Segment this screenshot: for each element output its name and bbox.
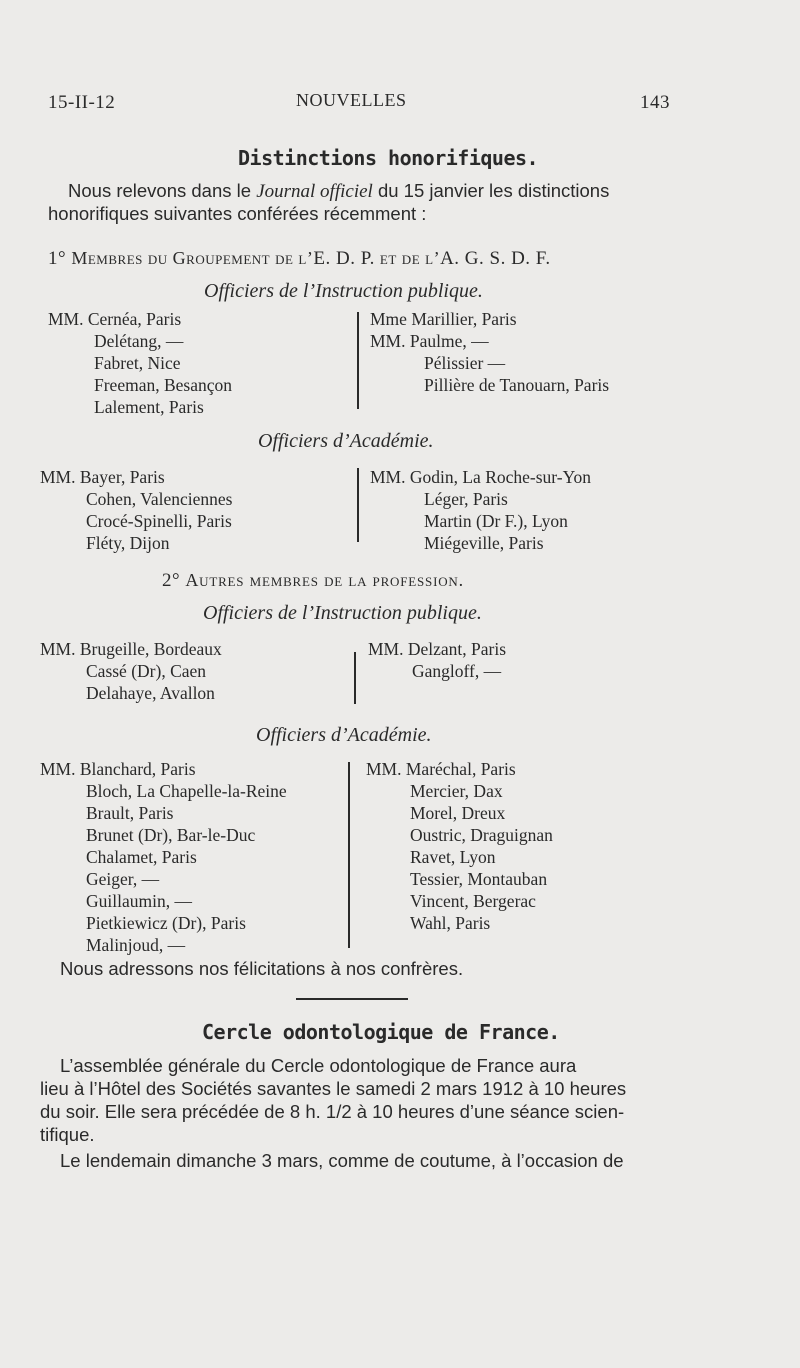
group2-instr-title: Officiers de l’Instruction publique. xyxy=(203,602,482,624)
list-item: Oustric, Draguignan xyxy=(410,825,553,845)
list-item: Tessier, Montauban xyxy=(410,869,548,889)
group1-acad-right xyxy=(370,466,591,554)
list-item: MM. Paulme, — xyxy=(370,331,489,351)
list-item: MM. Delzant, Paris xyxy=(368,639,507,659)
list-item: MM. Godin, La Roche-sur-Yon xyxy=(370,467,591,487)
list-item: Delahaye, Avallon xyxy=(86,683,215,703)
list-item: MM. Bayer, Paris xyxy=(40,467,165,487)
list-item: Cohen, Valenciennes xyxy=(86,489,233,509)
section-divider xyxy=(296,998,408,1000)
list-item: Geiger, — xyxy=(86,869,160,889)
group1-instr-left xyxy=(48,308,232,418)
para1-line-1: L’assemblée générale du Cercle odontologique de France aura xyxy=(60,1055,577,1076)
intro-line-2: honorifiques suivantes conférées récemment : xyxy=(48,203,427,224)
group1-instr-title: Officiers de l’Instruction publique. xyxy=(204,280,483,302)
group1-heading-b: E. D. P. xyxy=(313,248,375,269)
list-item: Wahl, Paris xyxy=(410,913,491,933)
group2-acad-left xyxy=(40,758,287,956)
header-section: NOUVELLES xyxy=(296,90,407,110)
group2-acad-title: Officiers d’Académie. xyxy=(256,724,432,746)
para1-line-2: lieu à l’Hôtel des Sociétés savantes le samedi 2 mars 1912 à 10 heures xyxy=(40,1078,627,1099)
group2-heading-text: Autres membres de la profession. xyxy=(185,570,464,590)
list-item: Vincent, Bergerac xyxy=(410,891,536,911)
list-item: Freeman, Besançon xyxy=(94,375,233,395)
list-item: Léger, Paris xyxy=(424,489,508,509)
intro-text-a: Nous relevons dans le xyxy=(68,180,257,201)
list-item: Fléty, Dijon xyxy=(86,533,170,553)
list-item: Chalamet, Paris xyxy=(86,847,197,867)
group2-instr-left xyxy=(40,638,222,704)
list-item: Bloch, La Chapelle-la-Reine xyxy=(86,781,287,801)
column-divider xyxy=(354,652,356,704)
header-date: 15-II-12 xyxy=(48,92,116,113)
group1-heading-d: A. G. S. D. F. xyxy=(440,248,551,269)
list-item: Brault, Paris xyxy=(86,803,174,823)
list-item: Pélissier — xyxy=(424,353,506,373)
column-divider xyxy=(348,762,350,948)
header-page-number: 143 xyxy=(640,92,670,113)
list-item: MM. Maréchal, Paris xyxy=(366,759,516,779)
group1-heading-a: Membres du Groupement de l’ xyxy=(71,248,314,268)
list-item: Mercier, Dax xyxy=(410,781,503,801)
list-item: Gangloff, — xyxy=(412,661,502,681)
list-item: Pillière de Tanouarn, Paris xyxy=(424,375,610,395)
list-item: Mme Marillier, Paris xyxy=(370,309,517,329)
list-item: Crocé-Spinelli, Paris xyxy=(86,511,232,531)
para1-line-4: tifique. xyxy=(40,1124,95,1145)
list-item: Malinjoud, — xyxy=(86,935,186,955)
column-divider xyxy=(357,312,359,409)
list-item: Delétang, — xyxy=(94,331,184,351)
list-item: Morel, Dreux xyxy=(410,803,506,823)
group1-heading-c: et de l’ xyxy=(374,248,441,268)
para2-line-1: Le lendemain dimanche 3 mars, comme de coutume, à l’occasion de xyxy=(60,1150,624,1171)
column-divider xyxy=(357,468,359,542)
intro-line-1 xyxy=(68,180,609,203)
section-title-distinctions: Distinctions honorifiques. xyxy=(238,146,539,170)
list-item: MM. Brugeille, Bordeaux xyxy=(40,639,222,659)
list-item: Brunet (Dr), Bar-le-Duc xyxy=(86,825,256,845)
para1-line-3: du soir. Elle sera précédée de 8 h. 1/2 à 10 heures d’une séance scien- xyxy=(40,1101,625,1122)
list-item: Pietkiewicz (Dr), Paris xyxy=(86,913,246,933)
list-item: MM. Blanchard, Paris xyxy=(40,759,196,779)
list-item: Guillaumin, — xyxy=(86,891,192,911)
list-item: Lalement, Paris xyxy=(94,397,204,417)
closing-sentence: Nous adressons nos félicitations à nos confrères. xyxy=(60,958,464,979)
list-item: Martin (Dr F.), Lyon xyxy=(424,511,568,531)
group2-instr-right xyxy=(368,638,506,682)
group1-acad-title: Officiers d’Académie. xyxy=(258,430,434,452)
intro-text-b: du 15 janvier les distinctions xyxy=(372,180,610,201)
group2-heading xyxy=(162,570,464,592)
list-item: Miégeville, Paris xyxy=(424,533,544,553)
section-title-cercle: Cercle odontologique de France. xyxy=(202,1020,560,1044)
group1-number: 1° xyxy=(48,248,67,269)
group1-acad-left xyxy=(40,466,232,554)
group1-heading xyxy=(48,248,551,270)
list-item: Fabret, Nice xyxy=(94,353,181,373)
group1-instr-right xyxy=(370,308,609,396)
journal-officiel: Journal officiel xyxy=(256,181,373,202)
list-item: Ravet, Lyon xyxy=(410,847,496,867)
group2-acad-right xyxy=(366,758,553,934)
group2-number: 2° xyxy=(162,570,181,591)
list-item: Cassé (Dr), Caen xyxy=(86,661,207,681)
list-item: MM. Cernéa, Paris xyxy=(48,309,182,329)
